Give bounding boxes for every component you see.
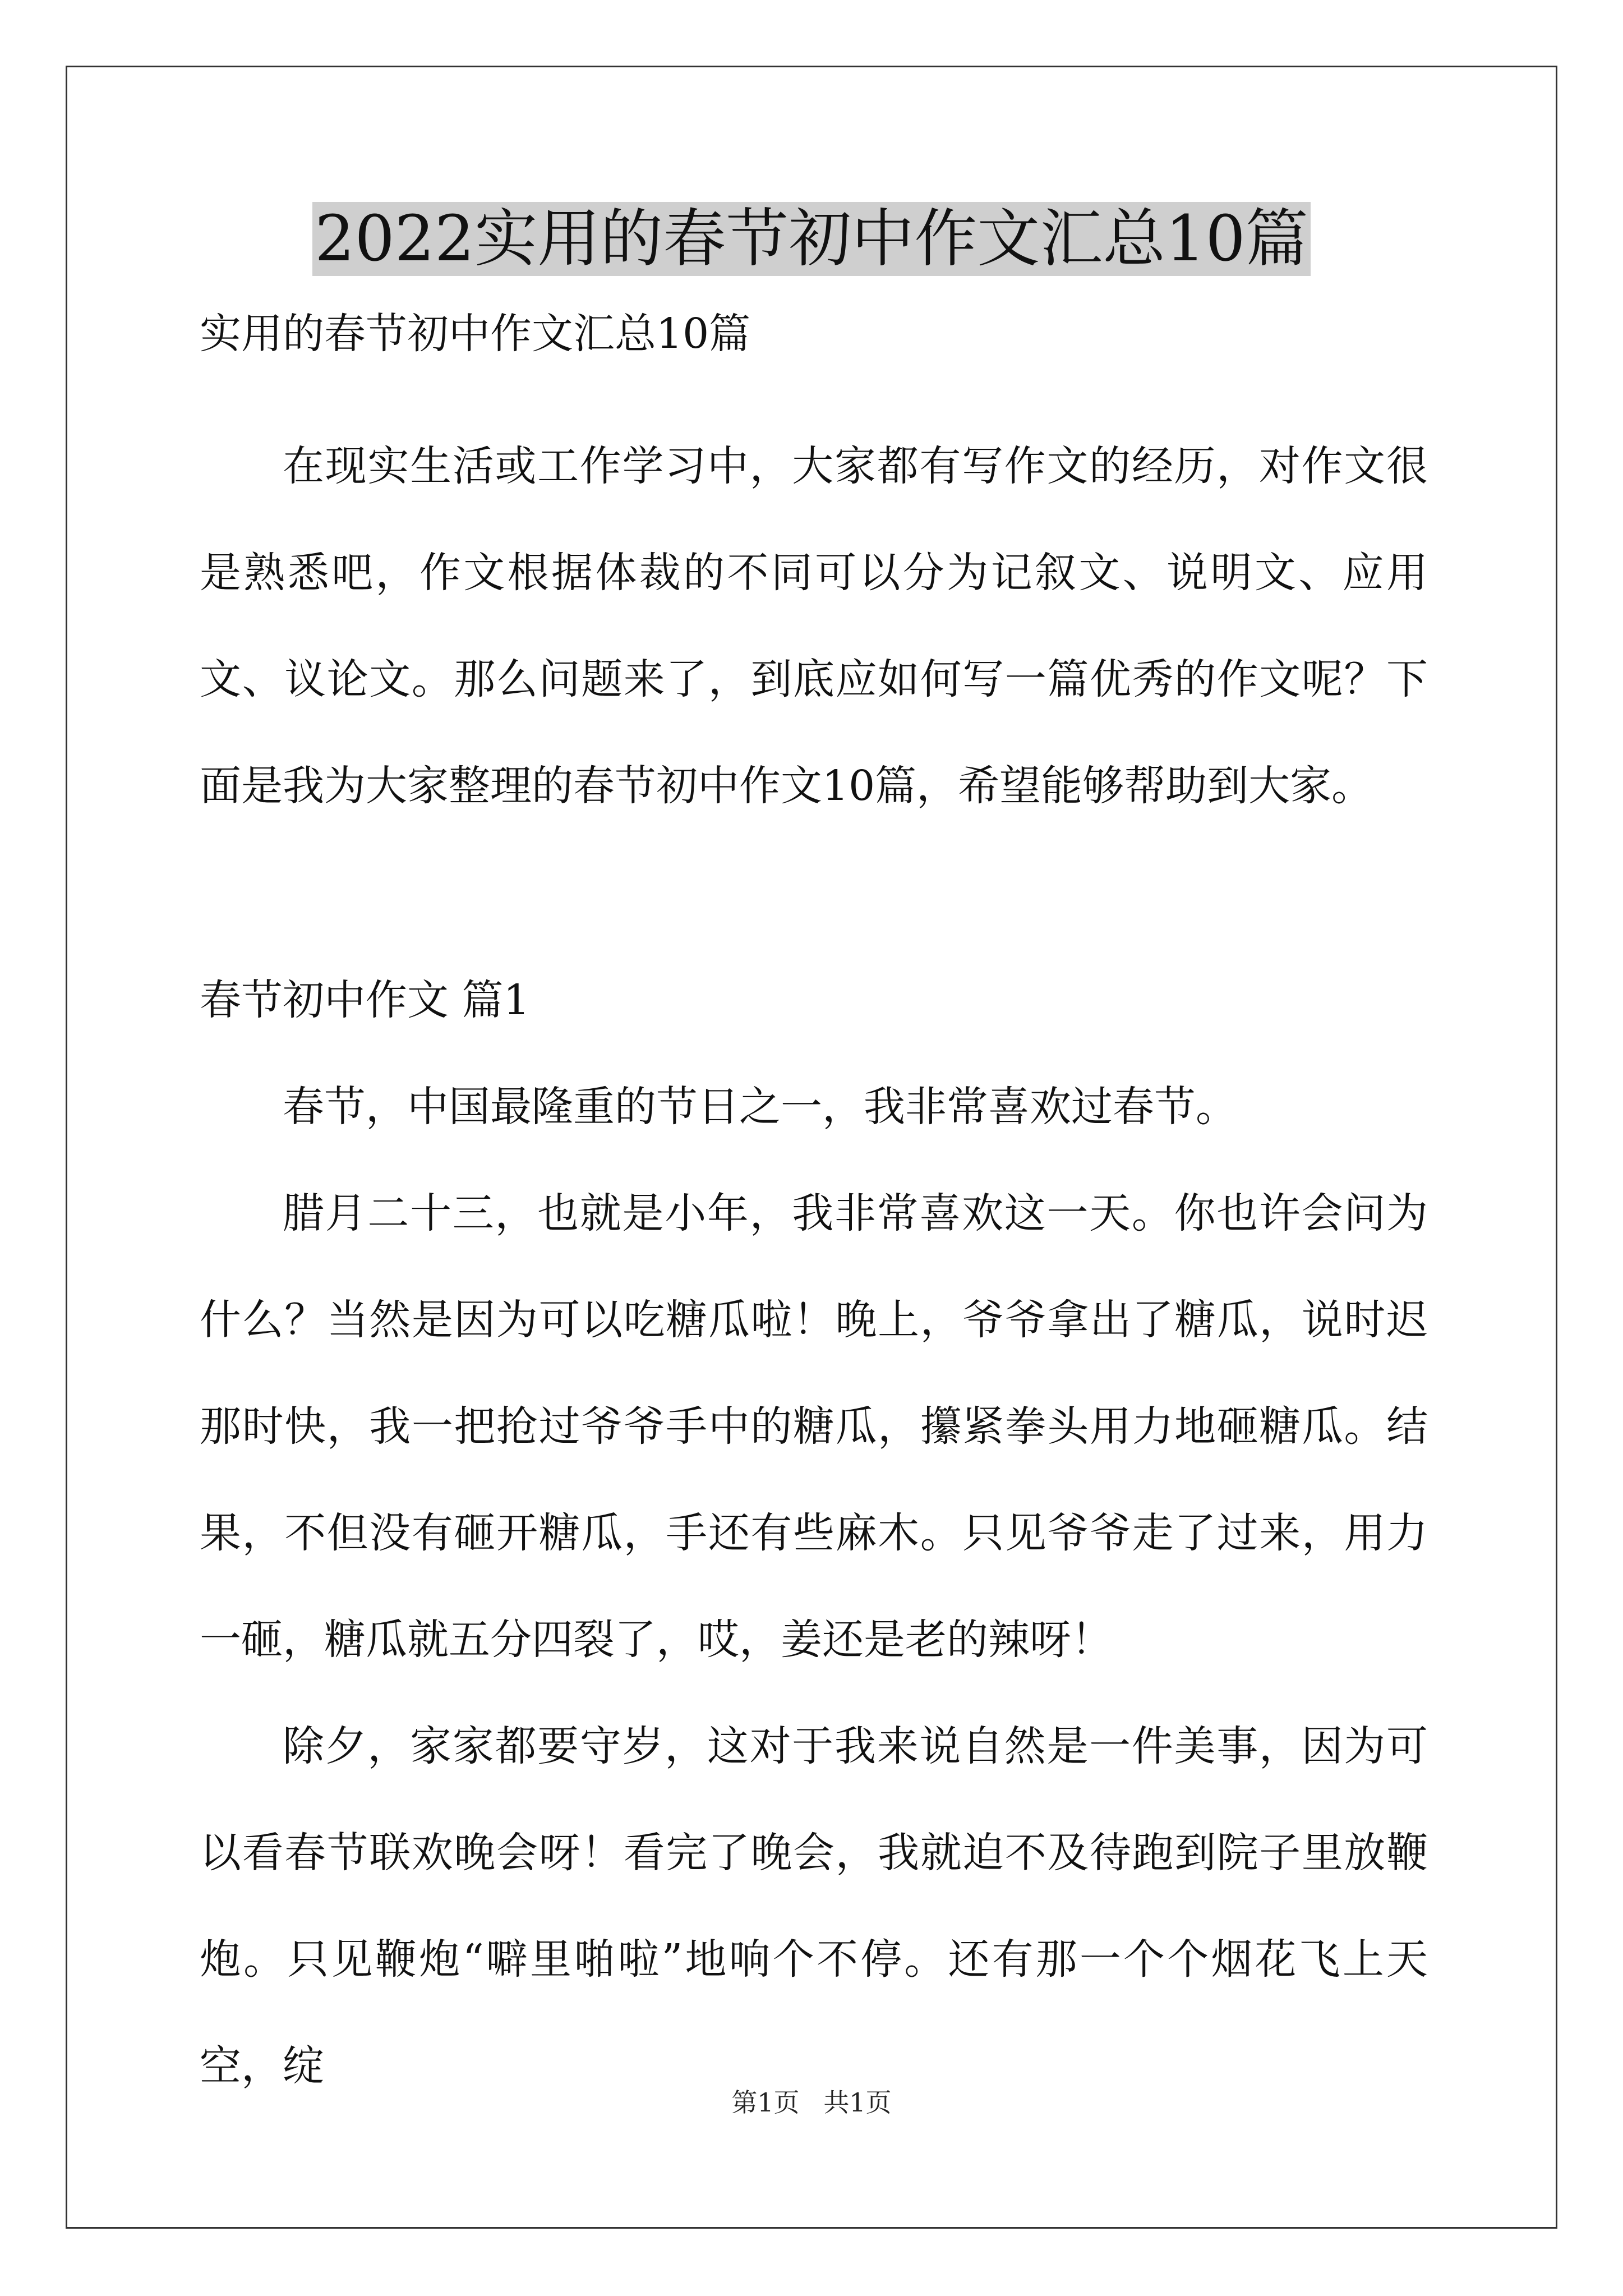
essay-paragraph: 除夕，家家都要守岁，这对于我来说自然是一件美事，因为可以看春节联欢晚会呀！看完了晚会，我就迫不及待跑到院子里放鞭炮。只见鞭炮“噼里啪啦”地响个不停。还有那一个个烟花飞上天空，绽 xyxy=(200,1722,1428,2090)
page-number: 第1页 xyxy=(731,2087,800,2118)
essay-paragraph: 腊月二十三，也就是小年，我非常喜欢这一天。你也许会问为什么？当然是因为可以吃糖瓜啦！晚上，爷爷拿出了糖瓜，说时迟那时快，我一把抢过爷爷手中的糖瓜，攥紧拳头用力地砸糖瓜。结果，不但没有砸开糖瓜，手还有些麻木。只见爷爷走了过来，用力一砸，糖瓜就五分四裂了，哎，姜还是老的辣呀！ xyxy=(200,1189,1428,1664)
essay-paragraph: 春节，中国最隆重的节日之一，我非常喜欢过春节。 xyxy=(283,1083,1237,1131)
document-body xyxy=(200,307,1428,2119)
page-total: 共1页 xyxy=(823,2087,892,2118)
intro-paragraph: 在现实生活或工作学习中，大家都有写作文的经历，对作文很是熟悉吧，作文根据体裁的不同可以分为记叙文、说明文、应用文、议论文。那么问题来了，到底应如何写一篇优秀的作文呢？下面是我为大家整理的春节初中作文10篇，希望能够帮助到大家。 xyxy=(200,442,1428,810)
document-subtitle: 实用的春节初中作文汇总10篇 xyxy=(200,310,751,358)
page-footer xyxy=(0,2087,1623,2118)
intro-paragraph-container xyxy=(200,413,1428,839)
section-heading: 春节初中作文 篇1 xyxy=(200,976,530,1024)
essay-body xyxy=(200,1053,1428,2119)
title-container xyxy=(0,202,1623,276)
document-title: 2022实用的春节初中作文汇总10篇 xyxy=(312,202,1311,276)
